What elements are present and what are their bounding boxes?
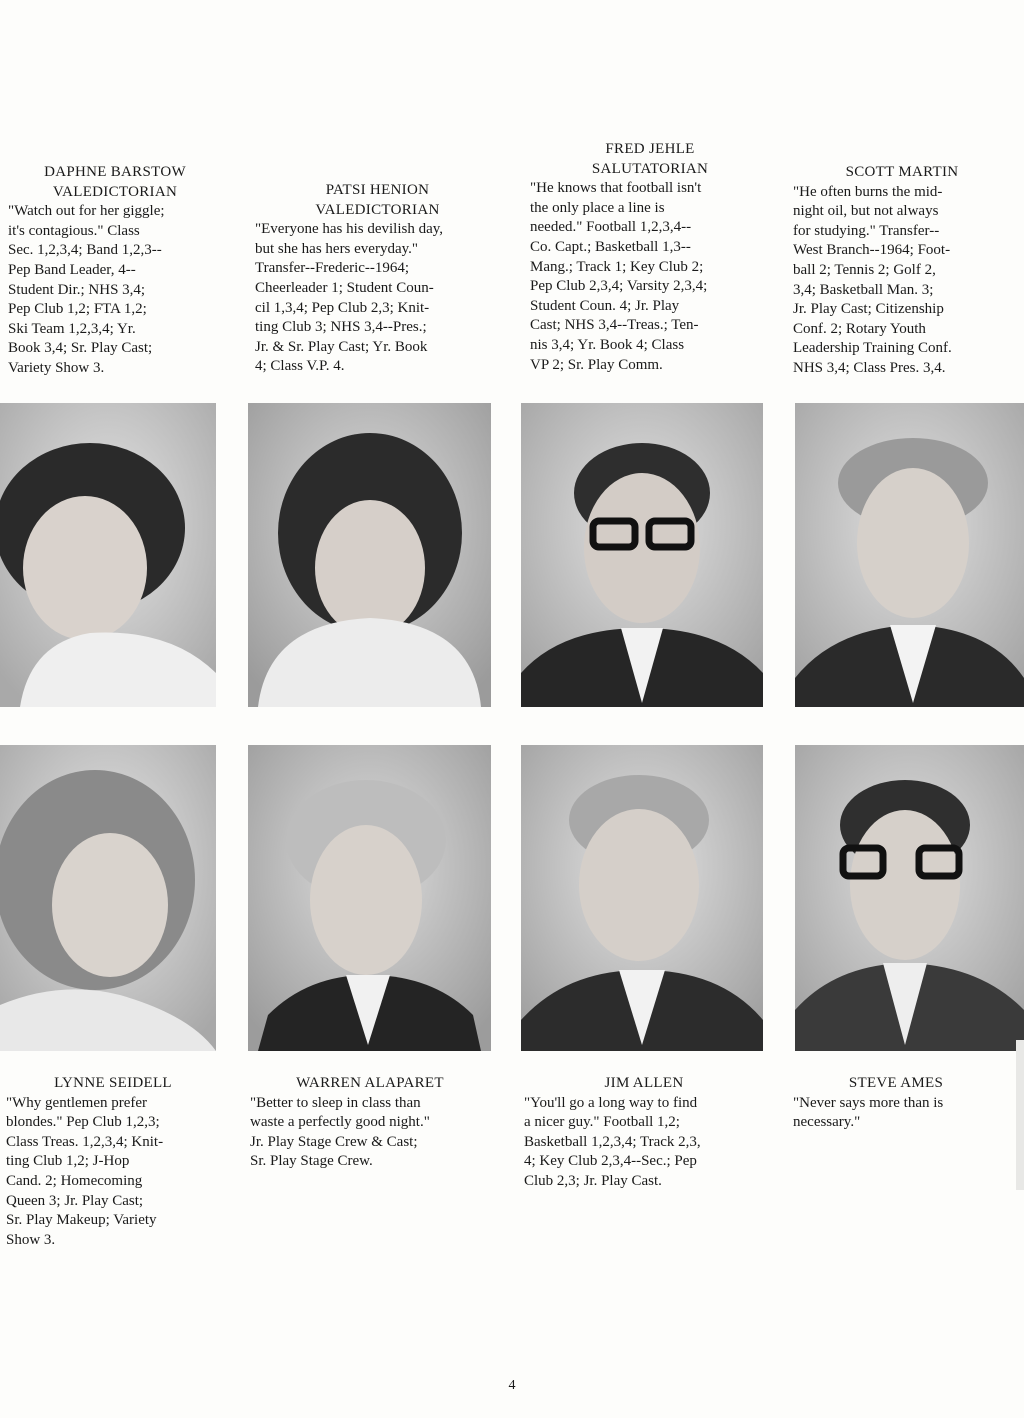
portrait-photo-lynne-seidell xyxy=(0,745,216,1051)
portrait-photo-jim-allen xyxy=(521,745,763,1051)
student-name: LYNNE SEIDELL xyxy=(54,1075,172,1091)
student-bio: "Never says more than is necessary." xyxy=(793,1094,944,1131)
student-entry-lynne-seidell xyxy=(6,1074,220,1250)
page-number: 4 xyxy=(508,1378,516,1393)
student-bio: "Better to sleep in class than waste a perfectly good night." Jr. Play Stage Crew & Cast; Sr. Play Stage Crew. xyxy=(250,1094,430,1170)
student-bio: "You'll go a long way to find a nicer guy." Football 1,2; Basketball 1,2,3,4; Track 2,3, 4; Key Club 2,3,4--Sec.; Pep Club 2,3; Jr. Play Cast. xyxy=(524,1094,701,1189)
student-honor: VALEDICTORIAN xyxy=(52,183,178,200)
student-entry-fred-jehle xyxy=(530,140,770,375)
portrait-photo-steve-ames xyxy=(795,745,1024,1051)
student-name: WARREN ALAPARET xyxy=(296,1075,444,1091)
student-name: DAPHNE BARSTOW xyxy=(44,164,186,180)
student-bio: "Everyone has his devilish day, but she has hers everyday." Transfer--Frederic--1964; Cheerleader 1; Student Coun- cil 1,3,4; Pep Club 2,3; Knit- ting Club 3; NHS 3,4--Pres.; Jr. & Sr. Play Cast; Yr. Book 4; Class V.P. 4. xyxy=(255,221,444,375)
student-entry-jim-allen xyxy=(524,1074,764,1192)
student-name: FRED JEHLE xyxy=(605,141,695,157)
portrait-photo-scott-martin xyxy=(795,403,1024,707)
student-name: JIM ALLEN xyxy=(604,1075,684,1091)
student-entry-patsi-henion xyxy=(255,181,500,377)
portrait-photo-warren-alaparet xyxy=(248,745,491,1051)
student-entry-daphne-barstow xyxy=(8,163,222,379)
student-honor: VALEDICTORIAN xyxy=(315,201,440,218)
portrait-photo-daphne-barstow xyxy=(0,403,216,707)
student-entry-warren-alaparet xyxy=(250,1074,490,1172)
student-bio: "Why gentlemen prefer blondes." Pep Club 1,2,3; Class Treas. 1,2,3,4; Knit- ting Club 1,2; J-Hop Cand. 2; Homecoming Queen 3; Jr. Play Cast; Sr. Play Makeup; Variety Show 3. xyxy=(6,1094,164,1248)
portrait-photo-patsi-henion xyxy=(248,403,491,707)
student-bio: "He often burns the mid- night oil, but not always for studying." Transfer-- West Branch--1964; Foot- ball 2; Tennis 2; Golf 2, 3,4; Basketball Man. 3; Jr. Play Cast; Citizenship Conf. 2; Rotary Youth Leadership Training Conf. NHS 3,4; Class Pres. 3,4. xyxy=(793,183,952,376)
portrait-photo-fred-jehle xyxy=(521,403,763,707)
student-honor: SALUTATORIAN xyxy=(591,160,709,177)
student-name: SCOTT MARTIN xyxy=(845,164,959,180)
student-name: STEVE AMES xyxy=(848,1075,944,1091)
student-bio: "Watch out for her giggle; it's contagious." Class Sec. 1,2,3,4; Band 1,2,3-- Pep Band Leader, 4-- Student Dir.; NHS 3,4; Pep Club 1,2; FTA 1,2; Ski Team 1,2,3,4; Yr. Book 3,4; Sr. Play Cast; Variety Show 3. xyxy=(8,203,165,376)
student-name: PATSI HENION xyxy=(325,182,430,198)
student-entry-steve-ames xyxy=(793,1074,999,1133)
page-binding-edge xyxy=(1016,1040,1024,1190)
student-entry-scott-martin xyxy=(793,163,1011,379)
student-bio: "He knows that football isn't the only place a line is needed." Football 1,2,3,4-- Co. Capt.; Basketball 1,3-- Mang.; Track 1; Key Club 2; Pep Club 2,3,4; Varsity 2,3,4; Student Coun. 4; Jr. Play Cast; NHS 3,4--Treas.; Ten- nis 3,4; Yr. Book 4; Class VP 2; Sr. Play Comm. xyxy=(530,180,708,373)
